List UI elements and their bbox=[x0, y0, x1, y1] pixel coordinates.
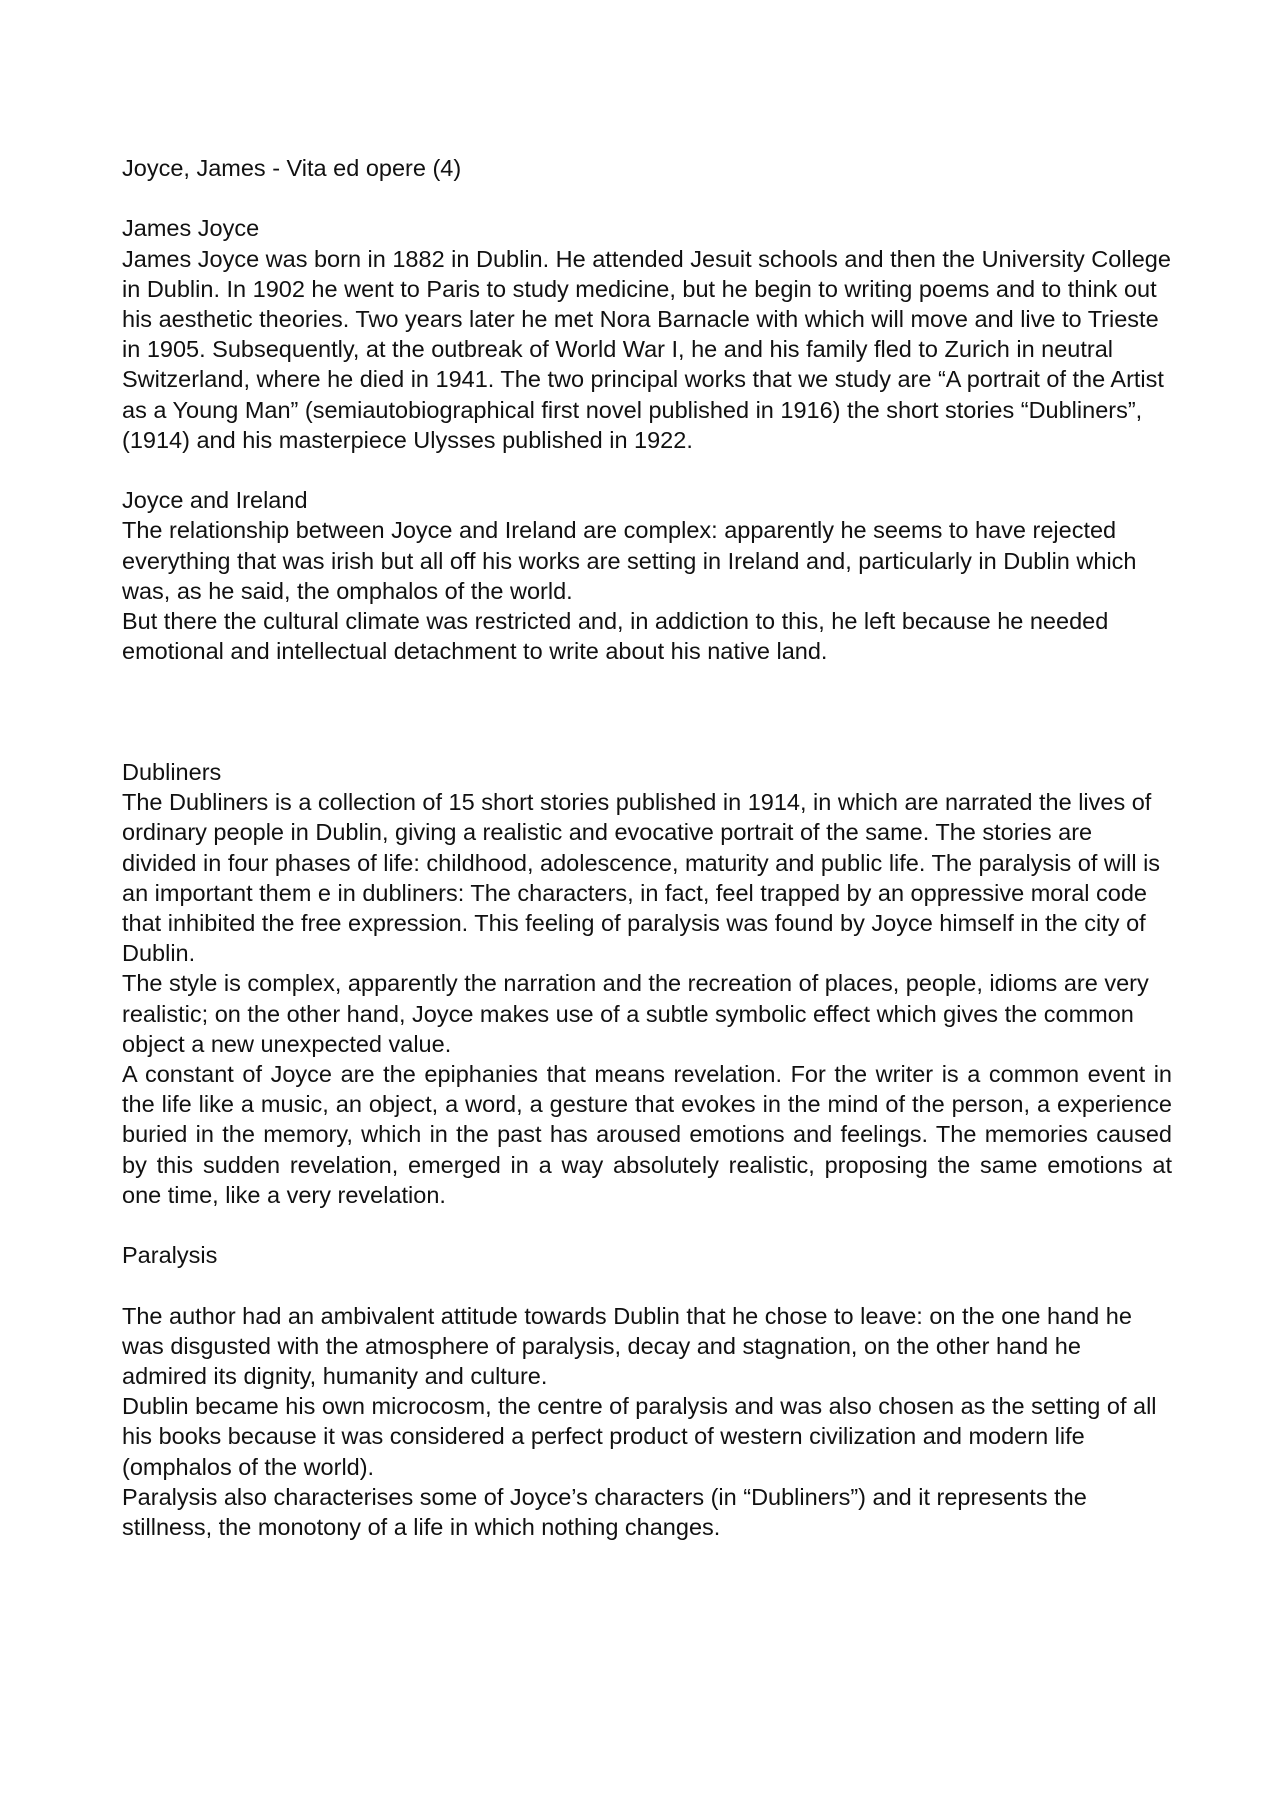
paragraph-dubliners-style: The style is complex, apparently the narration and the recreation of places, people, idioms are very realistic; on the other hand, Joyce makes use of a subtle symbolic effect which gives the common object a new unexpected value. bbox=[122, 970, 1149, 1057]
paragraph-dubliners-collection: The Dubliners is a collection of 15 short stories published in 1914, in which are narrated the lives of ordinary people in Dublin, giving a realistic and evocative portrait of the same. The stories are divided in four phases of life: childhood, adolescence, maturity and public life. The paralysis of will is an important them e in dubliners: The characters, in fact, feel trapped by an oppressive moral code that inhibited the free expression. This feeling of paralysis was found by Joyce himself in the city of Dublin. bbox=[122, 789, 1161, 967]
paragraph-ireland-detachment: But there the cultural climate was restricted and, in addiction to this, he left because he needed emotional and intellectual detachment to write about his native land. bbox=[122, 608, 1109, 665]
paragraph-dubliners-epiphanies: A constant of Joyce are the epiphanies that means revelation. For the writer is a common event in the life like a music, an object, a word, a gesture that evokes in the mind of the person, a experience buried in the memory, which in the past has aroused emotions and feelings. The memories caused by this sudden revelation, emerged in a way absolutely realistic, proposing the same emotions at one time, like a very revelation. bbox=[122, 1061, 1172, 1208]
spacer bbox=[122, 455, 1172, 485]
section-heading-dubliners: Dubliners bbox=[122, 759, 222, 786]
paragraph-biography: James Joyce was born in 1882 in Dublin. He attended Jesuit schools and then the University College in Dublin. In 1902 he went to Paris to study medicine, but he begin to writing poems and to think out his aesthetic theories. Two years later he met Nora Barnacle with which will move and live to Trieste in 1905. Subsequently, at the outbreak of World War I, he and his family fled to Zurich in neutral Switzerland, where he died in 1941. The two principal works that we study are “A portrait of the Artist as a Young Man” (semiautobiographical first novel published in 1916) the short stories “Dubliners”, (1914) and his masterpiece Ulysses published in 1922. bbox=[122, 245, 1171, 453]
section-heading-paralysis: Paralysis bbox=[122, 1242, 218, 1269]
spacer bbox=[122, 1270, 1172, 1300]
spacer bbox=[122, 1210, 1172, 1240]
spacer bbox=[122, 666, 1172, 757]
section-heading-joyce-and-ireland: Joyce and Ireland bbox=[122, 487, 308, 514]
document-page bbox=[122, 153, 1172, 1542]
paragraph-paralysis-characters: Paralysis also characterises some of Joyce’s characters (in “Dubliners”) and it represents the stillness, the monotony of a life in which nothing changes. bbox=[122, 1483, 1087, 1541]
paragraph-paralysis-microcosm: Dublin became his own microcosm, the centre of paralysis and was also chosen as the setting of all his books because it was considered a perfect product of western civilization and modern life (omphalos of the world). bbox=[122, 1393, 1157, 1480]
spacer bbox=[122, 183, 1172, 213]
paragraph-paralysis-attitude: The author had an ambivalent attitude towards Dublin that he chose to leave: on the one hand he was disgusted with the atmosphere of paralysis, decay and stagnation, on the other hand he admired its dignity, humanity and culture. bbox=[122, 1302, 1132, 1390]
section-heading-james-joyce: James Joyce bbox=[122, 215, 260, 242]
document-title: Joyce, James - Vita ed opere (4) bbox=[122, 155, 462, 181]
paragraph-ireland-relationship: The relationship between Joyce and Ireland are complex: apparently he seems to have rejected everything that was irish but all off his works are setting in Ireland and, particularly in Dublin which was, as he said, the omphalos of the world. bbox=[122, 517, 1137, 604]
